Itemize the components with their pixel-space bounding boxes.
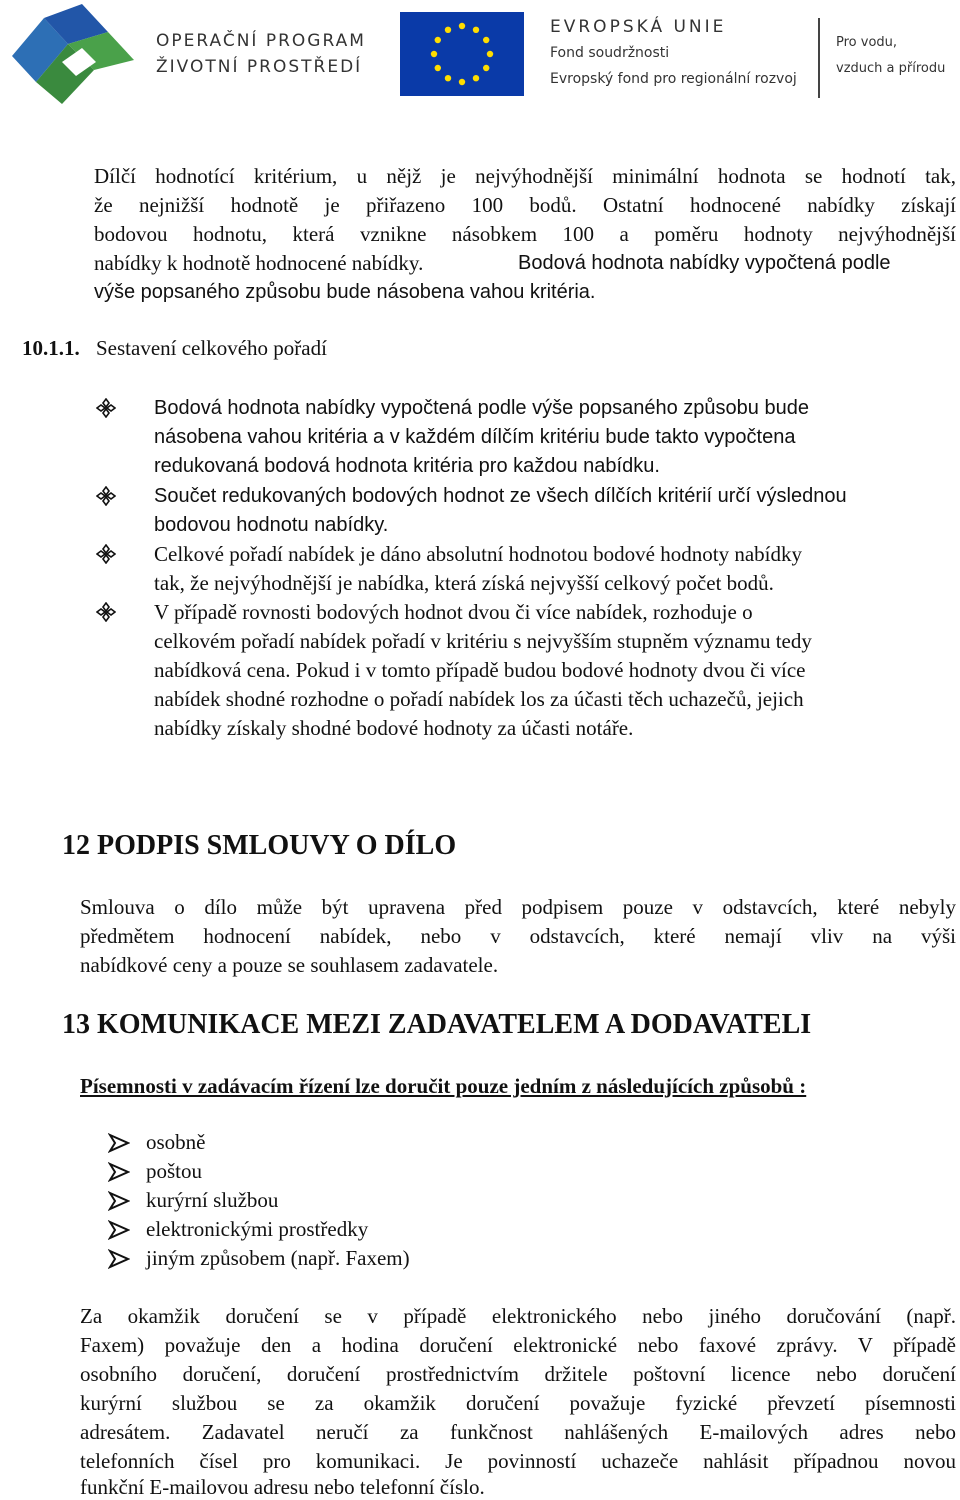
- bullet-line: celkovém pořadí nabídek pořadí v kritériu s nejvyšším stupněm významu tedy: [154, 629, 812, 653]
- bullet-line: Bodová hodnota nabídky vypočtená podle výše popsaného způsobu bude: [154, 397, 809, 419]
- method-item: osobně: [146, 1130, 206, 1154]
- eu-star-icon: [435, 65, 441, 71]
- op-line2: ŽIVOTNÍ PROSTŘEDÍ: [156, 57, 363, 77]
- section-12-heading: 12 PODPIS SMLOUVY O DÍLO: [62, 830, 457, 861]
- section-13-paragraph-line: telefonních čísel pro komunikaci. Je povinností uchazeče nahlásit případnou novou: [80, 1449, 956, 1473]
- diamond-bullet-icon: [96, 398, 116, 418]
- slogan-line1: Pro vodu,: [836, 35, 898, 50]
- eu-star-icon: [483, 65, 489, 71]
- eu-star-icon: [445, 27, 451, 33]
- intro-line: že nejnižší hodnotě je přiřazeno 100 bodů. Ostatní hodnocené nabídky získají: [94, 193, 956, 217]
- section-number: 10.1.1.: [22, 336, 80, 360]
- bullet-line: redukovaná bodová hodnota kritéria pro každou nabídku.: [154, 455, 660, 477]
- arrow-bullet-icon: [108, 1249, 130, 1269]
- arrow-bullet-icon: [108, 1191, 130, 1211]
- method-item: poštou: [146, 1159, 203, 1183]
- section-13-paragraph-line: funkční E-mailovou adresu nebo telefonní číslo.: [80, 1475, 485, 1499]
- bullet-line: nabídková cena. Pokud i v tomto případě budou bodové hodnoty dvou či více: [154, 658, 806, 682]
- header-divider: [818, 18, 820, 98]
- bullet-line: násobena vahou kritéria a v každém dílčím kritériu bude takto vypočtena: [154, 426, 796, 448]
- bullet-line: Součet redukovaných bodových hodnot ze všech dílčích kritérií určí výslednou: [154, 485, 847, 507]
- section-13-paragraph-line: Faxem) považuje den a hodina doručení elektronické nebo faxové zprávy. V případě: [80, 1333, 956, 1357]
- slogan-line2: vzduch a přírodu: [836, 61, 946, 76]
- eu-star-icon: [445, 75, 451, 81]
- intro-line: nabídky k hodnotě hodnocené nabídky.: [94, 251, 424, 275]
- eu-title: EVROPSKÁ UNIE: [550, 17, 727, 37]
- bullet-line: bodovou hodnotu nabídky.: [154, 514, 389, 536]
- section-12-line: Smlouva o dílo může být upravena před podpisem pouze v odstavcích, které nebyly: [80, 895, 956, 919]
- eu-star-icon: [459, 23, 465, 29]
- bullet-line: nabídky získaly shodné bodové hodnoty za účasti notáře.: [154, 716, 634, 740]
- arrow-bullet-icon: [108, 1220, 130, 1240]
- op-line1: OPERAČNÍ PROGRAM: [156, 31, 366, 51]
- diamond-bullet-icon: [96, 486, 116, 506]
- section-13-paragraph-line: osobního doručení, doručení prostřednictvím držitele poštovní licence nebo doručení: [80, 1362, 956, 1386]
- eu-flag-icon: [400, 12, 524, 96]
- diamond-bullet-icon: [96, 602, 116, 622]
- eu-star-icon: [487, 51, 493, 57]
- eu-fund-line2: Evropský fond pro regionální rozvoj: [550, 71, 797, 87]
- method-item: jiným způsobem (např. Faxem): [146, 1246, 410, 1270]
- bullet-line: tak, že nejvýhodnější je nabídka, která získá nejvyšší celkový počet bodů.: [154, 571, 774, 595]
- section-13-heading: 13 KOMUNIKACE MEZI ZADAVATELEM A DODAVATELI: [62, 1009, 812, 1040]
- eu-star-icon: [435, 37, 441, 43]
- intro-line: výše popsaného způsobu bude násobena vahou kritéria.: [94, 281, 596, 303]
- section-13-paragraph-line: adresátem. Zadavatel neručí za funkčnost nahlášených E-mailových adres nebo: [80, 1420, 956, 1444]
- eu-star-icon: [431, 51, 437, 57]
- section-13-paragraph-line: kurýrní službou se za okamžik doručení považuje fyzické převzetí písemnosti: [80, 1391, 956, 1415]
- bullet-line: V případě rovnosti bodových hodnot dvou či více nabídek, rozhoduje o: [154, 600, 753, 624]
- method-item: kurýrní službou: [146, 1188, 279, 1212]
- opzp-logo-icon: [4, 4, 146, 106]
- intro-line: Bodová hodnota nabídky vypočtená podle: [518, 252, 891, 274]
- intro-line: bodovou hodnotu, která vznikne násobkem 100 a poměru hodnoty nejvýhodnější: [94, 222, 956, 246]
- section-13-paragraph-line: Za okamžik doručení se v případě elektronického nebo jiného doručování (např.: [80, 1304, 956, 1328]
- section-12-line: předmětem hodnocení nabídek, nebo v odstavcích, které nemají vliv na výši: [80, 924, 956, 948]
- slogan: [836, 30, 945, 82]
- eu-fund-line1: Fond soudržnosti: [550, 45, 670, 61]
- bullet-line: nabídek shodné rozhodne o pořadí nabídek los za účasti těch uchazečů, jejich: [154, 687, 804, 711]
- eu-star-icon: [459, 79, 465, 85]
- eu-star-icon: [473, 75, 479, 81]
- eu-star-icon: [473, 27, 479, 33]
- eu-text-block: [550, 14, 797, 92]
- diamond-bullet-icon: [96, 544, 116, 564]
- arrow-bullet-icon: [108, 1162, 130, 1182]
- section-title: Sestavení celkového pořadí: [96, 336, 327, 360]
- bullet-line: Celkové pořadí nabídek je dáno absolutní hodnotou bodové hodnoty nabídky: [154, 542, 802, 566]
- op-program-name: [156, 28, 366, 80]
- eu-star-icon: [483, 37, 489, 43]
- arrow-bullet-icon: [108, 1133, 130, 1153]
- intro-line: Dílčí hodnotící kritérium, u nějž je nejvýhodnější minimální hodnota se hodnotí tak,: [94, 164, 956, 188]
- section-13-subheading: Písemnosti v zadávacím řízení lze doručit pouze jedním z následujících způsobů :: [80, 1074, 807, 1098]
- section-12-line: nabídkové ceny a pouze se souhlasem zadavatele.: [80, 953, 499, 977]
- method-item: elektronickými prostředky: [146, 1217, 369, 1241]
